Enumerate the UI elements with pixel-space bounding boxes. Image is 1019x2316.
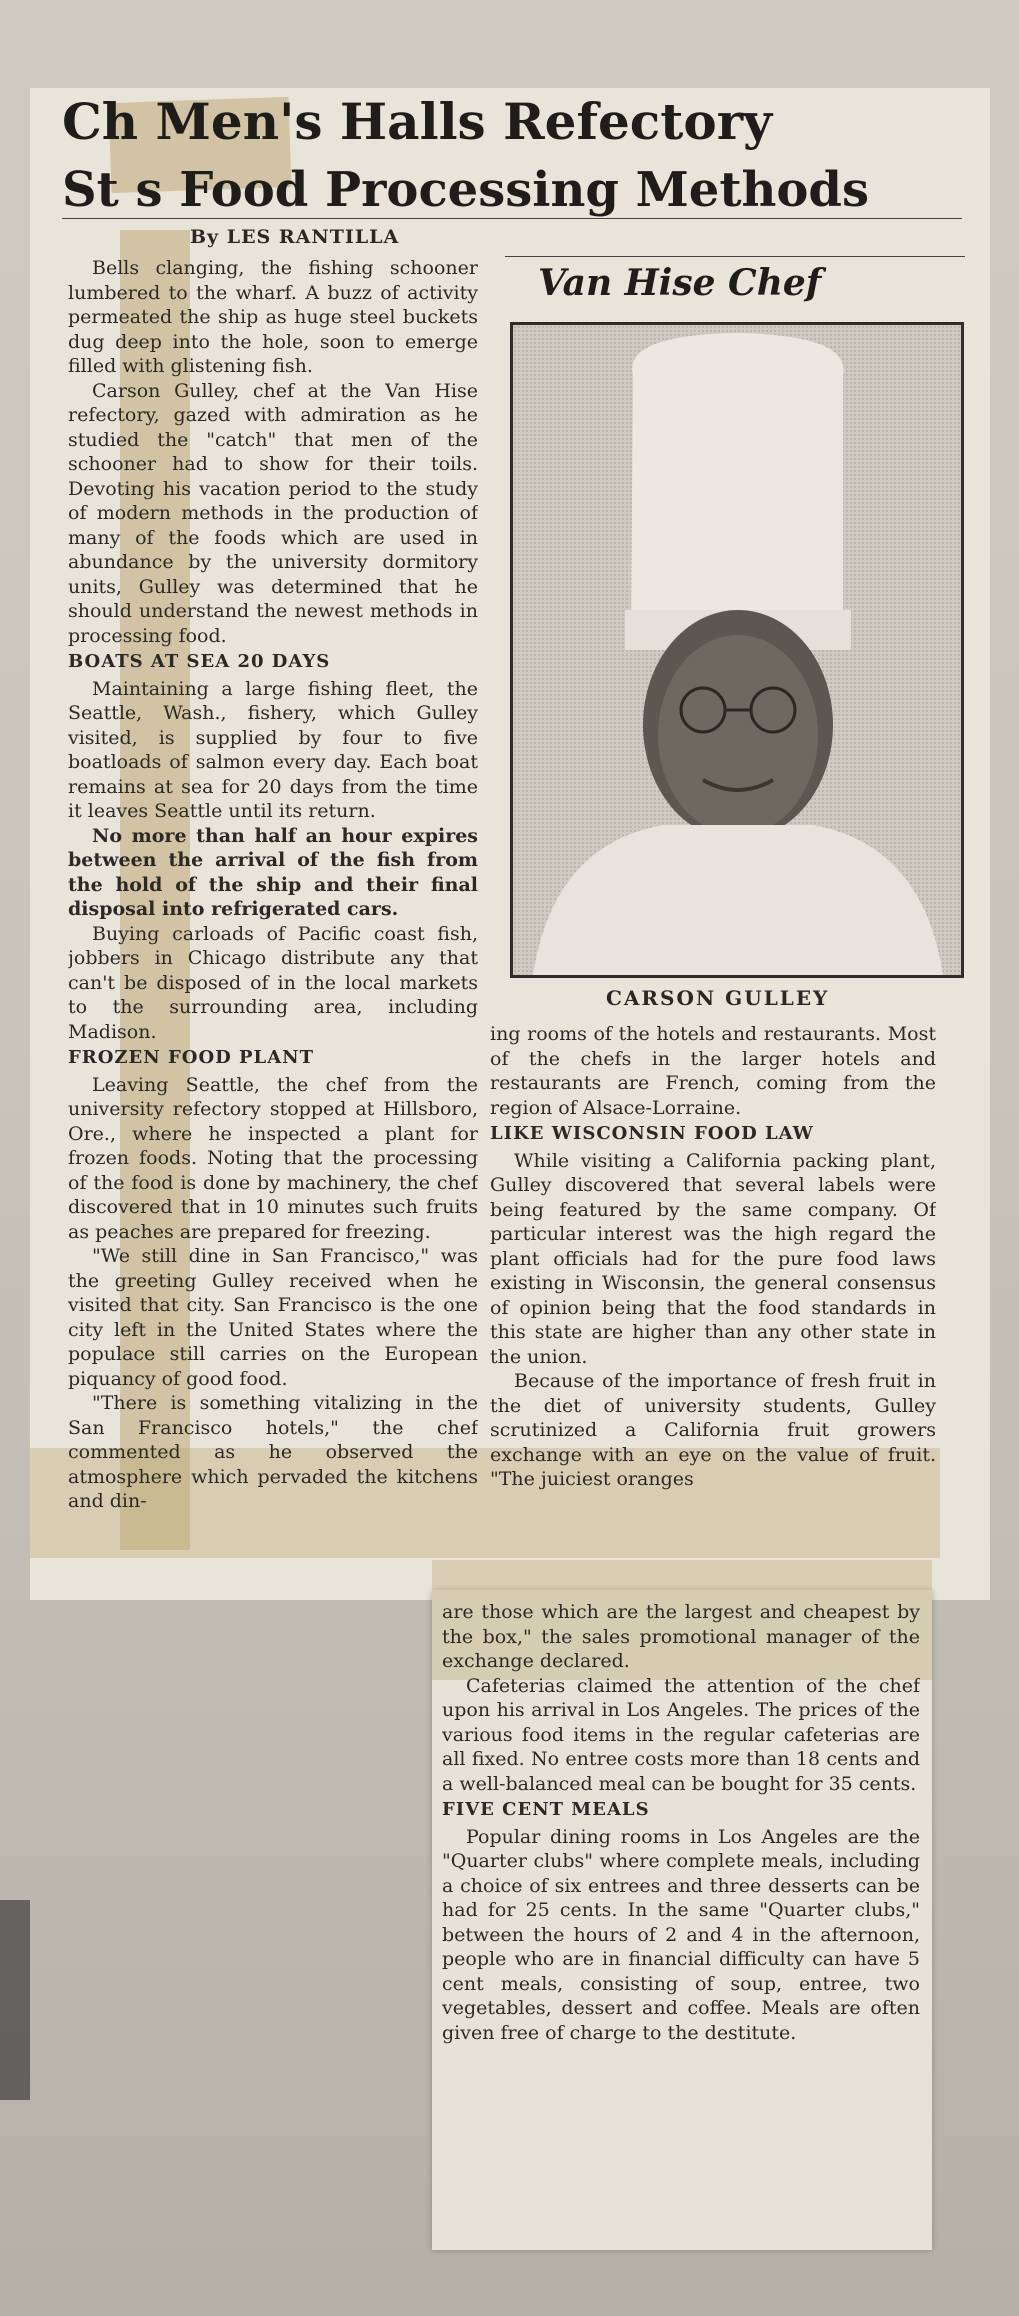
paragraph: Popular dining rooms in Los Angeles are the "Quarter clubs" where complete meals, including a choice of six entrees and three desserts can be had for 25 cents. In the same "Quarter clubs," between the hours of 2 and 4 in the afternoon, people who are in financial difficulty can have 5 cent meals, consisting of soup, entree, two vegetables, dessert and coffee. Meals are often given free of charge to the destitute. bbox=[442, 1825, 920, 2044]
article-column-1 bbox=[68, 256, 478, 1566]
paragraph: "There is something vitalizing in the San Francisco hotels," the chef commented as he observed the atmosphere which pervaded the kitchens and din- bbox=[68, 1392, 478, 1512]
article-column-3 bbox=[442, 1600, 920, 2240]
paragraph: ing rooms of the hotels and restaurants. Most of the chefs in the larger hotels and restaurants are French, coming from the region of Alsace-Lorraine. bbox=[490, 1023, 936, 1119]
headline-line-2: St s Food Processing Methods bbox=[62, 162, 869, 218]
headline-line-1: Ch Men's Halls Refectory bbox=[62, 92, 773, 151]
photo-caption: CARSON GULLEY bbox=[606, 986, 830, 1010]
subheading: FROZEN FOOD PLANT bbox=[68, 1047, 315, 1068]
photo-heading-rule bbox=[505, 256, 965, 257]
photo-heading: Van Hise Chef bbox=[538, 262, 822, 304]
headline-rule bbox=[62, 218, 962, 219]
subheading: BOATS AT SEA 20 DAYS bbox=[68, 651, 331, 672]
paragraph: Buying carloads of Pacific coast fish, jobbers in Chicago distribute any that can't be disposed of in the local markets to the surrounding area, including Madison. bbox=[68, 922, 478, 1043]
paragraph: Carson Gulley, chef at the Van Hise refectory, gazed with admiration as he studied the "catch" that men of the schooner had to show for their toils. Devoting his vacation period to the study of modern methods in the production of many of the foods which are used in abundance by the university dormitory units, Gulley was determined that he should understand the newest methods in processing food. bbox=[68, 379, 478, 647]
paragraph: Because of the importance of fresh fruit in the diet of university students, Gulley scrutinized a California fruit growers exchange with an eye on the value of fruit. "The juiciest oranges bbox=[490, 1370, 936, 1490]
paragraph: Maintaining a large fishing fleet, the Seattle, Wash., fishery, which Gulley visited, is supplied by four to five boatloads of salmon every day. Each boat remains at sea for 20 days from the time it leaves Seattle until its return. bbox=[68, 677, 478, 822]
subheading: FIVE CENT MEALS bbox=[442, 1799, 650, 1820]
chef-portrait-photo bbox=[510, 322, 964, 978]
paragraph: Bells clanging, the fishing schooner lumbered to the wharf. A buzz of activity permeated the ship as huge steel buckets dug deep into the hole, soon to emerge filled with glistening fish. bbox=[68, 257, 478, 377]
article-column-2 bbox=[490, 1022, 936, 1592]
paragraph: are those which are the largest and cheapest by the box," the sales promotional manager of the exchange declared. bbox=[442, 1601, 920, 1672]
paragraph: Cafeterias claimed the attention of the chef upon his arrival in Los Angeles. The prices of the various food items in the regular cafeterias are all fixed. No entree costs more than 18 cents and a well-balanced meal can be bought for 35 cents. bbox=[442, 1674, 920, 1795]
byline: By LES RANTILLA bbox=[190, 226, 400, 248]
chef-portrait-illustration bbox=[513, 325, 961, 975]
paragraph: No more than half an hour expires between the arrival of the fish from the hold of the ship and their final disposal into refrigerated cars. bbox=[68, 824, 478, 920]
paragraph: "We still dine in San Francisco," was the greeting Gulley received when he visited that city. San Francisco is the one city left in the United States where the populace still carries on the European piquancy of good food. bbox=[68, 1245, 478, 1390]
paragraph: While visiting a California packing plant, Gulley discovered that several labels were being featured by the same company. Of particular interest was the high regard the plant officials had for the pure food laws existing in Wisconsin, the general consensus of opinion being that the food standards in this state are higher than any other state in the union. bbox=[490, 1149, 936, 1368]
subheading: LIKE WISCONSIN FOOD LAW bbox=[490, 1123, 814, 1144]
page-shadow bbox=[0, 1900, 30, 2100]
paragraph: Leaving Seattle, the chef from the university refectory stopped at Hillsboro, Ore., where he inspected a plant for frozen foods. Noting that the processing of the food is done by machinery, the chef discovered that in 10 minutes such fruits as peaches are prepared for freezing. bbox=[68, 1073, 478, 1243]
